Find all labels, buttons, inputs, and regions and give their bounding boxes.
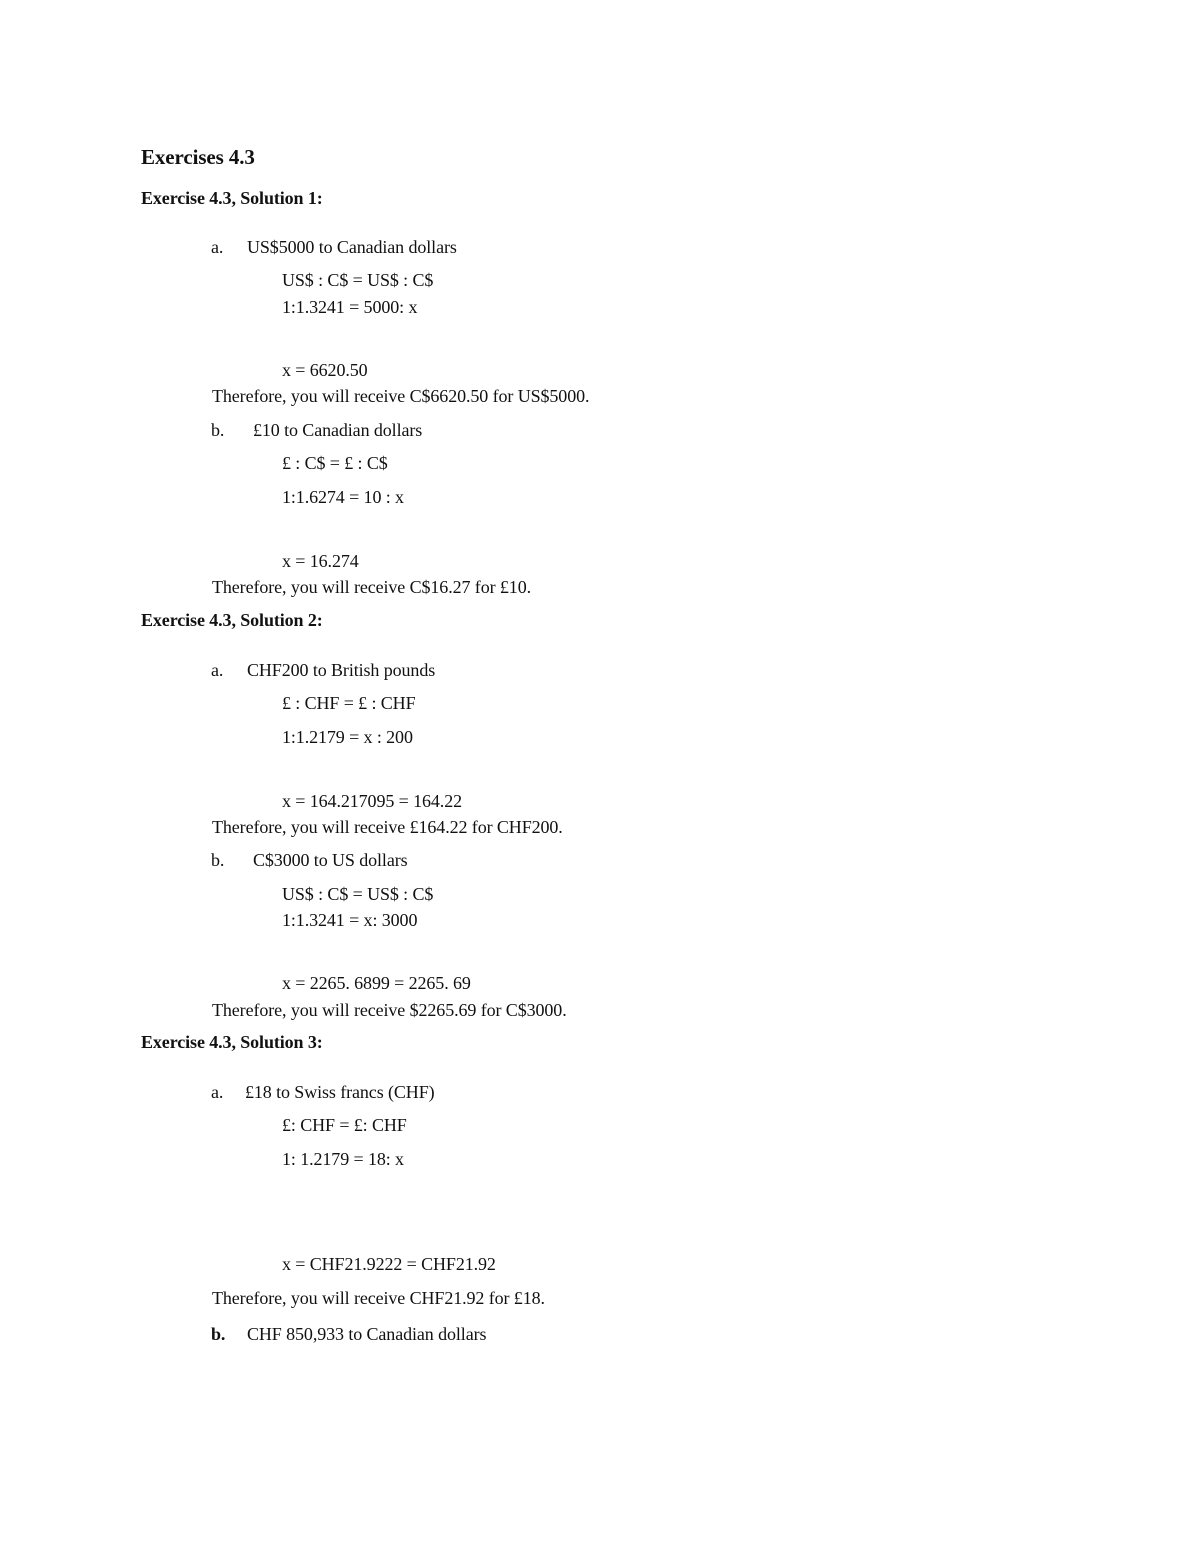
solution-3a-ratio-line: £: CHF = £: CHF <box>282 1115 407 1135</box>
solution-3a-conclusion: Therefore, you will receive CHF21.92 for £18. <box>212 1288 545 1308</box>
solution-1a-result: x = 6620.50 <box>282 360 368 380</box>
solution-2b-result: x = 2265. 6899 = 2265. 69 <box>282 973 471 993</box>
solution-2a-result: x = 164.217095 = 164.22 <box>282 791 463 811</box>
solution-2b-marker: b. <box>211 850 225 870</box>
solution-2a-marker: a. <box>211 660 224 680</box>
solution-3a-marker: a. <box>211 1082 224 1102</box>
solution-1-heading: Exercise 4.3, Solution 1: <box>141 188 323 208</box>
solution-1a-marker: a. <box>211 237 224 257</box>
solution-3-heading: Exercise 4.3, Solution 3: <box>141 1032 323 1052</box>
solution-2b-equation-line: 1:1.3241 = x: 3000 <box>282 910 418 930</box>
solution-2b-conclusion: Therefore, you will receive $2265.69 for C$3000. <box>212 1000 567 1020</box>
solution-1b-conclusion: Therefore, you will receive C$16.27 for £10. <box>212 577 531 597</box>
solution-3b-label: CHF 850,933 to Canadian dollars <box>247 1324 487 1344</box>
solution-2a-conclusion: Therefore, you will receive £164.22 for CHF200. <box>212 817 563 837</box>
solution-2a-equation-line: 1:1.2179 = x : 200 <box>282 727 413 747</box>
solution-1a-label: US$5000 to Canadian dollars <box>247 237 457 257</box>
solution-3a-label: £18 to Swiss francs (CHF) <box>245 1082 435 1102</box>
solution-3a-result: x = CHF21.9222 = CHF21.92 <box>282 1254 496 1274</box>
solution-2a-label: CHF200 to British pounds <box>247 660 436 680</box>
solution-2a-ratio-line: £ : CHF = £ : CHF <box>282 693 416 713</box>
solution-1a-equation-line: 1:1.3241 = 5000: x <box>282 297 418 317</box>
solution-1b-ratio-line: £ : C$ = £ : C$ <box>282 453 388 473</box>
solution-1b-label: £10 to Canadian dollars <box>253 420 423 440</box>
solution-1b-equation-line: 1:1.6274 = 10 : x <box>282 487 404 507</box>
solution-1b-marker: b. <box>211 420 225 440</box>
document-title: Exercises 4.3 <box>141 145 255 169</box>
solution-3a-equation-line: 1: 1.2179 = 18: x <box>282 1149 404 1169</box>
solution-2-heading: Exercise 4.3, Solution 2: <box>141 610 323 630</box>
solution-1a-ratio-line: US$ : C$ = US$ : C$ <box>282 270 434 290</box>
solution-3b-marker: b. <box>211 1324 226 1344</box>
solution-1b-result: x = 16.274 <box>282 551 359 571</box>
solution-2b-ratio-line: US$ : C$ = US$ : C$ <box>282 884 434 904</box>
solution-2b-label: C$3000 to US dollars <box>253 850 408 870</box>
solution-1a-conclusion: Therefore, you will receive C$6620.50 for US$5000. <box>212 386 590 406</box>
